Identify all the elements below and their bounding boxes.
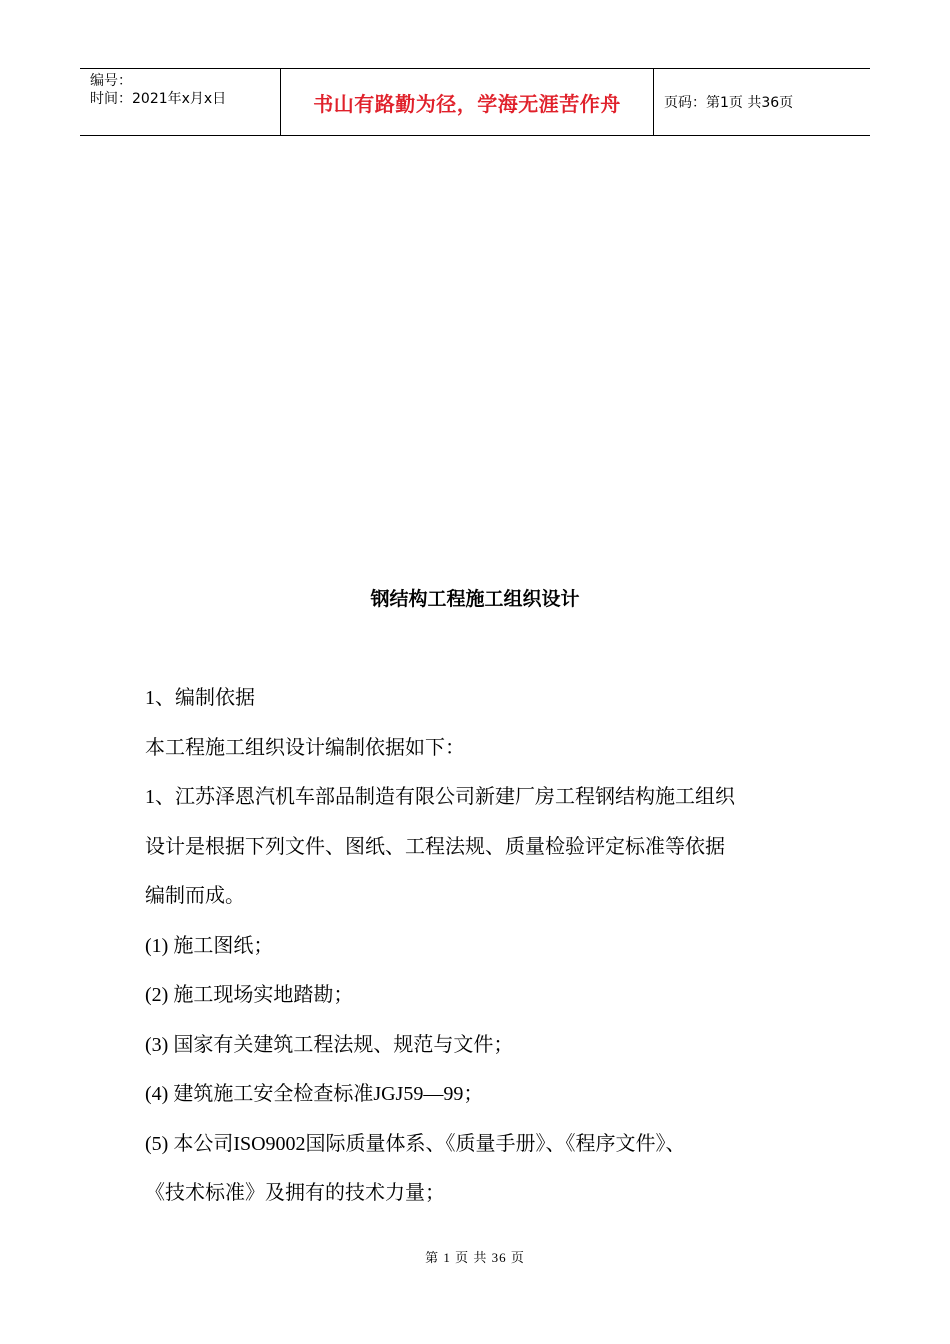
header-meta (80, 69, 281, 135)
code-label: 编号： (90, 73, 132, 89)
header-motto-cell (281, 69, 654, 135)
time-label: 时间：2021年x月x日 (90, 91, 227, 107)
page-info-text: 页码：第1页 共36页 (664, 95, 794, 111)
page-footer: 第 1 页 共 36 页 (425, 1250, 525, 1265)
motto-text: 书山有路勤为径，学海无涯苦作舟 (313, 91, 621, 116)
body-line: 设计是根据下列文件、图纸、工程法规、质量检验评定标准等依据 (145, 835, 725, 858)
body-line: (4) 建筑施工安全检查标准JGJ59—99； (145, 1083, 484, 1105)
body-line: (5) 本公司ISO9002国际质量体系、《质量手册》、《程序文件》、 (145, 1132, 686, 1155)
document-title: 钢结构工程施工组织设计 (370, 588, 580, 610)
document-body (145, 674, 815, 1219)
body-line: 编制而成。 (145, 885, 245, 907)
header-page-info (654, 69, 870, 135)
body-line: (3) 国家有关建筑工程法规、规范与文件； (145, 1033, 514, 1056)
body-line: 1、编制依据 (145, 687, 255, 709)
body-line: (2) 施工现场实地踏勘； (145, 984, 354, 1006)
body-line: 本工程施工组织设计编制依据如下： (145, 736, 465, 759)
body-line: 1、江苏泽恩汽机车部品制造有限公司新建厂房工程钢结构施工组织 (145, 786, 735, 808)
body-line: 《技术标准》及拥有的技术力量； (145, 1182, 445, 1204)
page-header (80, 68, 870, 136)
body-line: (1) 施工图纸； (145, 934, 274, 957)
